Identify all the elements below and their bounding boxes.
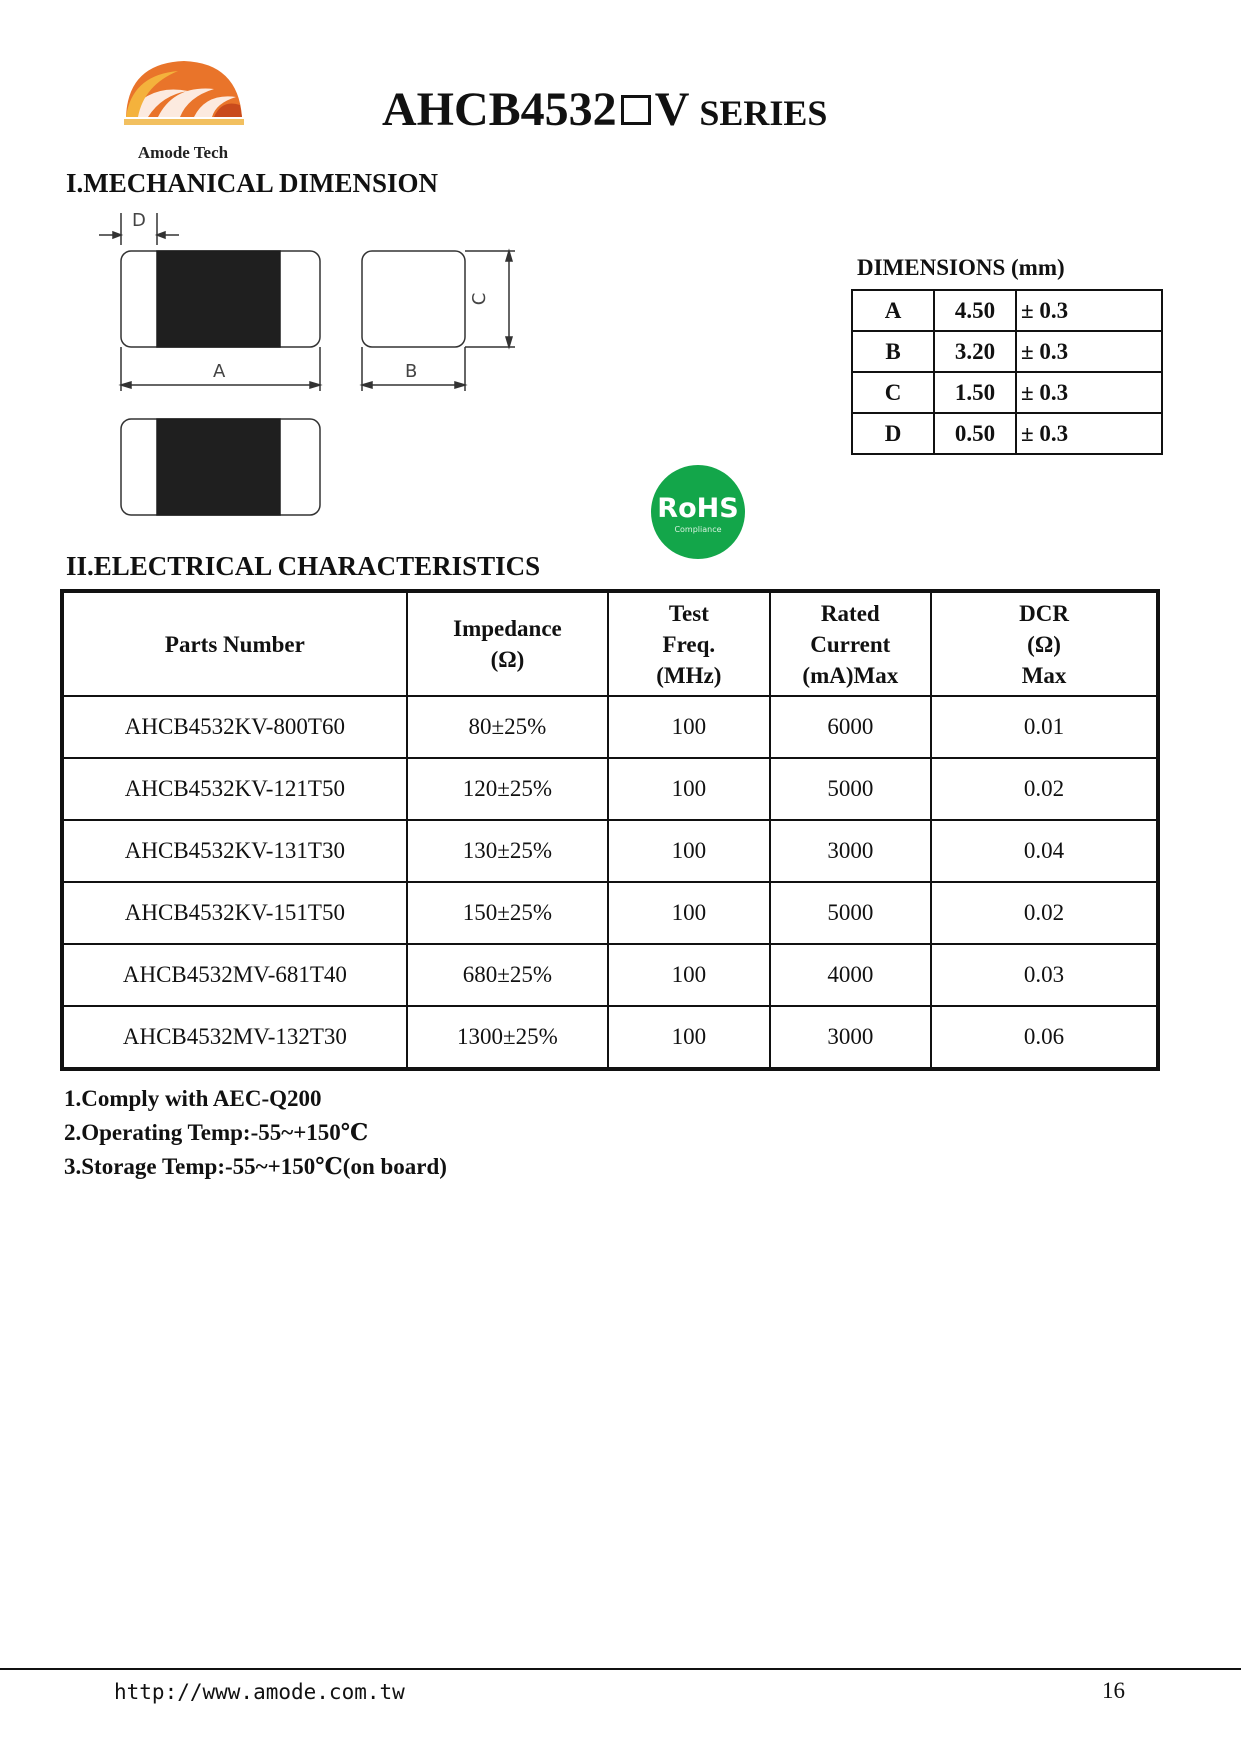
cell-dcr: 0.01	[931, 696, 1158, 758]
cell-test-freq: 100	[608, 758, 769, 820]
placeholder-box-icon	[621, 95, 651, 125]
cell-part-number: AHCB4532MV-681T40	[62, 944, 407, 1006]
cell-test-freq: 100	[608, 882, 769, 944]
dimension-value: 4.50	[934, 290, 1016, 331]
dim-label-c: C	[469, 292, 490, 306]
cell-impedance: 120±25%	[407, 758, 608, 820]
col-header-test-freq: Test Freq. (MHz)	[608, 591, 769, 696]
cell-part-number: AHCB4532KV-800T60	[62, 696, 407, 758]
cell-dcr: 0.04	[931, 820, 1158, 882]
dimension-row	[852, 331, 1162, 372]
cell-impedance: 150±25%	[407, 882, 608, 944]
table-row	[62, 820, 1158, 882]
dimension-tolerance: ± 0.3	[1016, 413, 1162, 454]
dimensions-table	[851, 289, 1163, 455]
cell-part-number: AHCB4532KV-131T30	[62, 820, 407, 882]
table-row	[62, 696, 1158, 758]
dimension-key: C	[852, 372, 934, 413]
dimension-tolerance: ± 0.3	[1016, 372, 1162, 413]
company-name: Amode Tech	[137, 143, 229, 162]
electrical-characteristics-heading: II.ELECTRICAL CHARACTERISTICS	[66, 551, 541, 581]
table-header-row	[62, 591, 1158, 696]
mechanical-drawing	[95, 205, 545, 525]
dimension-row	[852, 413, 1162, 454]
table-row	[62, 758, 1158, 820]
electrical-table	[60, 589, 1160, 1071]
cell-dcr: 0.06	[931, 1006, 1158, 1069]
dimension-key: B	[852, 331, 934, 372]
cell-impedance: 130±25%	[407, 820, 608, 882]
note-item: 3.Storage Temp:-55~+150℃(on board)	[64, 1154, 447, 1179]
cell-rated-current: 5000	[770, 882, 932, 944]
dimension-row	[852, 290, 1162, 331]
col-header-impedance: Impedance (Ω)	[407, 591, 608, 696]
col-header-part-number: Parts Number	[62, 591, 407, 696]
sun-wave-logo-icon	[118, 55, 248, 147]
cell-dcr: 0.02	[931, 758, 1158, 820]
table-row	[62, 882, 1158, 944]
table-row	[62, 944, 1158, 1006]
note-item: 2.Operating Temp:-55~+150℃	[64, 1120, 369, 1145]
dimensions-title: DIMENSIONS (mm)	[857, 255, 1065, 280]
cell-dcr: 0.03	[931, 944, 1158, 1006]
cell-rated-current: 4000	[770, 944, 932, 1006]
dimension-row	[852, 372, 1162, 413]
footer-divider	[0, 1668, 1241, 1670]
company-logo	[118, 55, 258, 165]
cell-impedance: 80±25%	[407, 696, 608, 758]
cell-rated-current: 5000	[770, 758, 932, 820]
rohs-sub-text: Compliance	[674, 525, 722, 534]
dim-label-b: B	[405, 361, 418, 382]
rohs-compliance-icon	[650, 462, 746, 562]
cell-test-freq: 100	[608, 944, 769, 1006]
cell-impedance: 680±25%	[407, 944, 608, 1006]
note-item: 1.Comply with AEC-Q200	[64, 1086, 322, 1111]
model-prefix: AHCB4532	[382, 83, 617, 136]
dimension-value: 3.20	[934, 331, 1016, 372]
dimension-key: A	[852, 290, 934, 331]
dimension-key: D	[852, 413, 934, 454]
cell-rated-current: 3000	[770, 1006, 932, 1069]
rohs-badge	[650, 462, 746, 562]
page-title	[382, 82, 827, 137]
cell-test-freq: 100	[608, 1006, 769, 1069]
dim-label-a: A	[213, 361, 226, 382]
model-suffix: V	[654, 83, 690, 136]
dimension-value: 0.50	[934, 413, 1016, 454]
dim-label-d: D	[132, 210, 146, 231]
cell-part-number: AHCB4532KV-121T50	[62, 758, 407, 820]
dimension-tolerance: ± 0.3	[1016, 290, 1162, 331]
cell-rated-current: 6000	[770, 696, 932, 758]
rohs-main-text: RoHS	[657, 493, 739, 524]
footer-url-link[interactable]: http://www.amode.com.tw	[114, 1680, 405, 1704]
table-row	[62, 1006, 1158, 1069]
notes-list	[64, 1082, 447, 1184]
cell-test-freq: 100	[608, 696, 769, 758]
mechanical-dimension-heading: I.MECHANICAL DIMENSION	[66, 168, 439, 198]
cell-impedance: 1300±25%	[407, 1006, 608, 1069]
col-header-dcr: DCR (Ω) Max	[931, 591, 1158, 696]
cell-part-number: AHCB4532KV-151T50	[62, 882, 407, 944]
col-header-rated-current: Rated Current (mA)Max	[770, 591, 932, 696]
cell-part-number: AHCB4532MV-132T30	[62, 1006, 407, 1069]
page-number: 16	[1102, 1678, 1125, 1703]
dimension-value: 1.50	[934, 372, 1016, 413]
dimension-tolerance: ± 0.3	[1016, 331, 1162, 372]
cell-test-freq: 100	[608, 820, 769, 882]
cell-dcr: 0.02	[931, 882, 1158, 944]
series-word: SERIES	[699, 93, 828, 133]
cell-rated-current: 3000	[770, 820, 932, 882]
